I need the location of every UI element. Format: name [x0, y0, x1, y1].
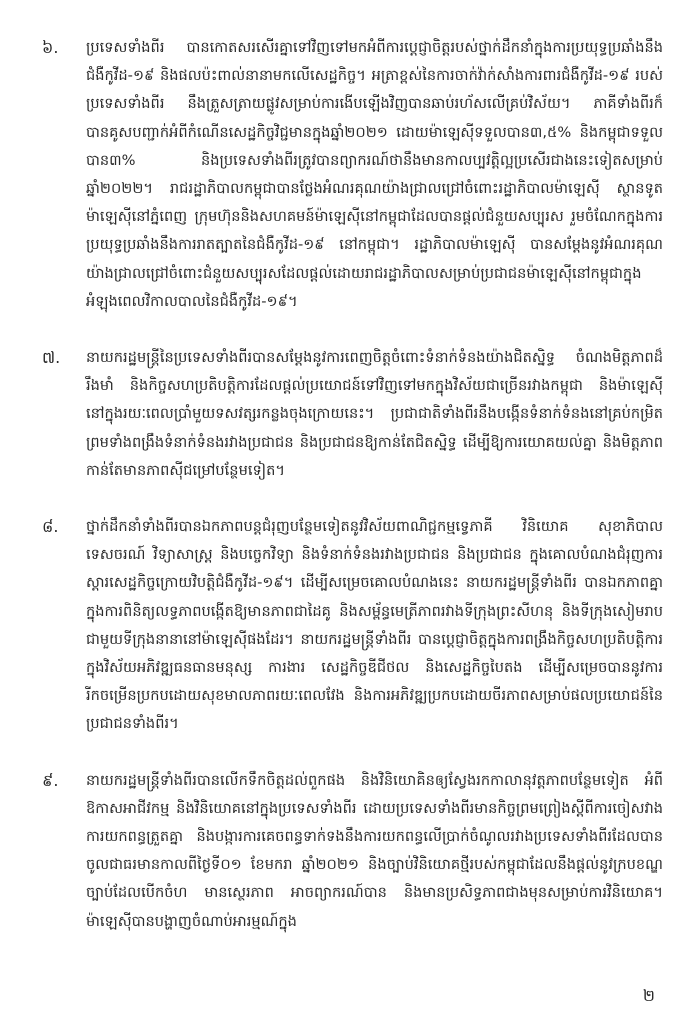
paragraph-text: ថ្នាក់ដឹកនាំទាំងពីរបានឯកភាពបន្តជំរុញបន្ថែមទៀតនូវវិស័យពាណិជ្ជកម្មទ្វេភាគី វិនិយោគ សុខាភិបាល ទេសចរណ៍ វិទ្យាសាស្ត្រ និងបច្ចេកវិទ្យា និងទំនាក់ទំនងរវាងប្រជាជន និងប្រជាជន ក្នុងគោលបំណងជំរុញការស្តារសេដ្ឋកិច្ចក្រោយវិបត្តិជំងឺកូវីដ-១៩។ ដើម្បីសម្រេចគោលបំណងនេះ នាយករដ្ឋមន្ត្រីទាំងពីរ បានឯកភាពគ្នាក្នុងការពិនិត្យលទ្ធភាពបង្កើតឱ្យមានភាពជាដៃគូ និងសម្ព័ន្ធមេត្រីភាពរវាងទីក្រុងព្រះសីហនុ និងទីក្រុងសៀមរាប ជាមួយទីក្រុងនានានៅម៉ាឡេស៊ីផងដែរ។ នាយករដ្ឋមន្ត្រីទាំងពីរ បានប្តេជ្ញាចិត្តក្នុងការពង្រឹងកិច្ចសហប្រតិបត្តិការក្នុងវិស័យអភិវឌ្ឍធនធានមនុស្ស ការងារ សេដ្ឋកិច្ចឌីជីថល និងសេដ្ឋកិច្ចបៃតង ដើម្បីសម្រេចបាននូវការរីកចម្រើនប្រកបដោយសុខមាលភាពរយៈពេលវែង និងការអភិវឌ្ឍប្រកបដោយចីរភាពសម្រាប់ផលប្រយោជន៍នៃប្រជាជនទាំងពីរ។: [86, 518, 663, 733]
paragraph-text: នាយករដ្ឋមន្ត្រីនៃប្រទេសទាំងពីរបានសម្តែងនូវការពេញចិត្តចំពោះទំនាក់ទំនងយ៉ាងជិតស្និទ្ធ ចំណងមិត្តភាពដ៏រឹងមាំ និងកិច្ចសហប្រតិបត្តិការដែលផ្តល់ប្រយោជន៍ទៅវិញទៅមកក្នុងវិស័យជាច្រើនរវាងកម្ពុជា និងម៉ាឡេស៊ី នៅក្នុងរយៈពេលប្រាំមួយទសវត្សរកន្លងចុងក្រោយនេះ។ ប្រជាជាតិទាំងពីរនឹងបង្កើនទំនាក់ទំនងនៅគ្រប់កម្រិត ព្រមទាំងពង្រឹងទំនាក់ទំនងរវាងប្រជាជន និងប្រជាជនឱ្យកាន់តែជិតស្និទ្ធ ដើម្បីឱ្យការយោគយល់គ្នា និងមិត្តភាពកាន់តែមានភាពស៊ីជម្រៅបន្ថែមទៀត។: [86, 349, 663, 479]
paragraph-number: ៨.: [42, 517, 59, 537]
page-number: ២: [642, 986, 655, 1005]
paragraph-item-9: [40, 767, 663, 936]
paragraph-number: ៩.: [42, 770, 59, 790]
paragraph-number: ៧.: [42, 348, 61, 368]
paragraph-item-6: [40, 34, 663, 316]
paragraph-text: ប្រទេសទាំងពីរ បានកោតសរសើរគ្នាទៅវិញទៅមកអំពីការប្តេជ្ញាចិត្តរបស់ថ្នាក់ដឹកនាំក្នុងការប្រយុទ្ធប្រឆាំងនឹងជំងឺកូវីដ-១៩ និងផលប៉ះពាល់នានាមកលើសេដ្ឋកិច្ច។ អត្រាខ្ពស់នៃការចាក់វ៉ាក់សាំងការពារជំងឺកូវីដ-១៩ របស់ប្រទេសទាំងពីរ នឹងត្រួសត្រាយផ្លូវសម្រាប់ការងើបឡើងវិញបានឆាប់រហ័សលើគ្រប់វិស័យ។ ភាគីទាំងពីរក៏បានគូសបញ្ជាក់អំពីកំណើនសេដ្ឋកិច្ចវិជ្ជមានក្នុងឆ្នាំ២០២១ ដោយម៉ាឡេស៊ីទទួលបាន៣,៥% និងកម្ពុជាទទួលបាន៣% និងប្រទេសទាំងពីរត្រូវបានព្យាករណ៍ថានឹងមានកាលប្បវត្តិល្អប្រសើរជាងនេះទៀតសម្រាប់ឆ្នាំ២០២២។ រាជរដ្ឋាភិបាលកម្ពុជាបានថ្លែងអំណរគុណយ៉ាងជ្រាលជ្រៅចំពោះរដ្ឋាភិបាលម៉ាឡេស៊ី ស្ថានទូតម៉ាឡេស៊ីនៅភ្នំពេញ ក្រុមហ៊ុននិងសហគមន៍ម៉ាឡេស៊ីនៅកម្ពុជាដែលបានផ្តល់ជំនួយសប្បុរស រួមចំណែកក្នុងការប្រយុទ្ធប្រឆាំងនឹងការរាតត្បាតនៃជំងឺកូវីដ-១៩ នៅកម្ពុជា។ រដ្ឋាភិបាលម៉ាឡេស៊ី បានសម្តែងនូវអំណរគុណយ៉ាងជ្រាលជ្រៅចំពោះជំនួយសប្បុរសដែលផ្តល់ដោយរាជរដ្ឋាភិបាលសម្រាប់ប្រជាជនម៉ាឡេស៊ីនៅកម្ពុជាក្នុងអំឡុងពេលវិកាលបាលនៃជំងឺកូវីដ-១៩។: [86, 39, 663, 310]
paragraph-number: ៦.: [42, 38, 59, 57]
paragraph-item-8: [40, 513, 663, 739]
paragraph-item-7: [40, 344, 663, 485]
paragraph-text: នាយករដ្ឋមន្ត្រីទាំងពីរបានលើកទឹកចិត្តដល់ពួកផង និងវិនិយោគិនឲ្យស្វែងរកកាលានុវត្តភាពបន្ថែមទៀត អំពីឱកាសអាជីវកម្ម និងវិនិយោគនៅក្នុងប្រទេសទាំងពីរ ដោយប្រទេសទាំងពីរមានកិច្ចព្រមព្រៀងស្តីពីការចៀសវាងការយកពន្ធត្រួតគ្នា និងបង្ការការគេចពន្ធទាក់ទងនឹងការយកពន្ធលើប្រាក់ចំណូលរវាងប្រទេសទាំងពីរដែលបានចូលជាធរមានកាលពីថ្ងៃទី០១ ខែមករា ឆ្នាំ២០២១ និងច្បាប់វិនិយោគថ្មីរបស់កម្ពុជាដែលនឹងផ្តល់នូវក្របខណ្ឌច្បាប់ដែលបើកចំហ មានស្ថេរភាព អាចព្យាករណ៍បាន និងមានប្រសិទ្ធភាពជាងមុនសម្រាប់ការវិនិយោគ។ ម៉ាឡេស៊ីបានបង្ហាញចំណាប់អារម្មណ៍ក្នុង: [86, 771, 663, 930]
